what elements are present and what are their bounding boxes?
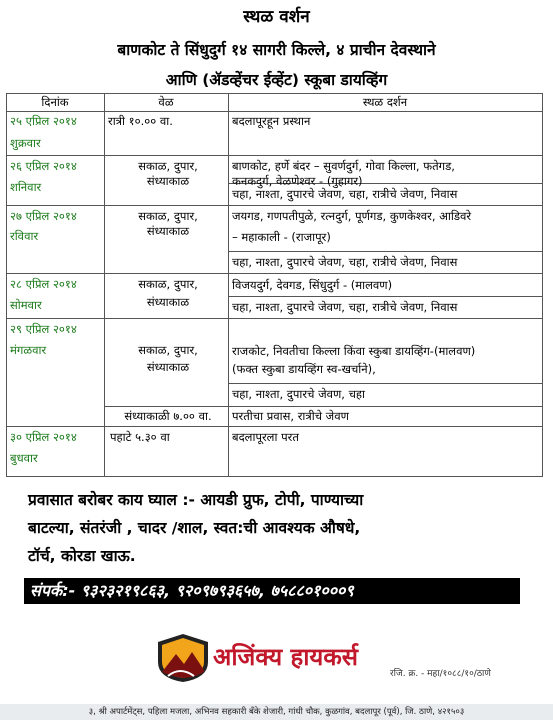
- row5-places-2: (फक्त स्कुबा डायव्हिंग स्व-खर्चाने),: [232, 362, 376, 376]
- header-time: वेळ: [158, 95, 174, 109]
- row3-time-2: संध्याकाळ: [146, 224, 190, 238]
- row2-places-1: बाणकोट, हर्णे बंदर – सुवर्णदुर्ग, गोवा किल्ला, फतेगड,: [232, 159, 455, 173]
- row6-time: पहाटे ५.३० वा: [110, 430, 170, 444]
- row3-places-2: – महाकाली - (राजापूर): [232, 230, 331, 244]
- row2-time-2: संध्याकाळ: [146, 174, 190, 188]
- row5-date: २९ एप्रिल २०१४: [10, 322, 77, 336]
- footer-address: ३, श्री अपार्टमेंट्स, पहिला मजला, अभिनव सहकारी बँके शेजारी, गांधी चौक, कुळगांव, बदलापूर (पूर्व), जि. ठाणे, ४२१५०३: [0, 704, 553, 720]
- row5-time-2: संध्याकाळ: [146, 360, 190, 374]
- row2-date: २६ एप्रिल २०१४: [10, 159, 77, 173]
- row4-time-2: संध्याकाळ: [146, 295, 190, 309]
- row2-meals: चहा, नाश्ता, दुपारचे जेवण, चहा, रात्रीचे जेवण, निवास: [232, 187, 458, 201]
- packing-list-line-3: टॉर्च, कोरडा खाऊ.: [28, 547, 136, 565]
- row1-day: शुक्रवार: [10, 136, 41, 150]
- row4-places: विजयदुर्ग, देवगड, सिंधुदुर्ग - (मालवण): [232, 278, 393, 292]
- logo-name: अजिंक्य हायकर्स: [213, 643, 359, 671]
- row5-day: मंगळवार: [10, 343, 47, 357]
- row6-places: बदलापूरला परत: [232, 430, 299, 444]
- row5-extra-time: संध्याकाळी ७.०० वा.: [124, 409, 212, 423]
- row4-time-1: सकाळ, दुपार,: [138, 277, 198, 291]
- row2-day: शनिवार: [10, 180, 42, 194]
- mountain-shield-icon: [154, 632, 212, 684]
- row2-places-2: कनकदुर्ग, वेळणेश्वर - (गुहागर): [232, 174, 363, 188]
- row1-time: रात्री १०.०० वा.: [108, 114, 173, 128]
- itinerary-table: [6, 93, 543, 477]
- header-places: स्थळ दर्शन: [362, 95, 408, 109]
- row3-date: २७ एप्रिल २०१४: [10, 209, 77, 223]
- row3-time-1: सकाळ, दुपार,: [138, 209, 198, 223]
- row3-meals: चहा, नाश्ता, दुपारचे जेवण, चहा, रात्रीचे जेवण, निवास: [232, 255, 458, 269]
- row5-meals: चहा, नाश्ता, दुपारचे जेवण, चहा: [232, 387, 366, 401]
- subtitle-line-2: आणि (ॲडव्हेंचर ईव्हेंट) स्कूबा डायव्हिंग: [165, 71, 388, 89]
- row2-time-1: सकाळ, दुपार,: [138, 159, 198, 173]
- contact-bar: संपर्क:- ९३२३२१९८६३, ९२०९७९३६५७, ७५८८०१०००९: [24, 578, 520, 604]
- row6-date: ३० एप्रिल २०१४: [10, 430, 77, 444]
- row3-places-1: जयगड, गणपतीपुळे, रत्नदुर्ग, पूर्णगड, कुणकेश्वर, आडिवरे: [232, 209, 472, 223]
- subtitle-line-1: बाणकोट ते सिंधुदुर्ग १४ सागरी किल्ले, ४ प्राचीन देवस्थाने: [117, 41, 436, 59]
- packing-list-line-2: बाटल्या, संतरंजी , चादर /शाल, स्वत:ची आवश्यक औषधे,: [28, 519, 361, 537]
- row4-day: सोमवार: [10, 298, 42, 312]
- row5-places-1: राजकोट, निवतीचा किल्ला किंवा स्कुबा डायव्हिंग-(मालवण): [232, 344, 476, 358]
- registration-number: रजि. क्र. - महा/१०८८/१०/ठाणे: [390, 669, 491, 679]
- row1-places: बदलापूरहून प्रस्थान: [232, 114, 311, 128]
- packing-list-line-1: प्रवासात बरोबर काय घ्याल :- आयडी प्रुफ, टोपी, पाण्याच्या: [28, 491, 364, 509]
- row5-time-1: सकाळ, दुपार,: [138, 343, 198, 357]
- row3-day: रविवार: [10, 229, 39, 243]
- row4-date: २८ एप्रिल २०१४: [10, 277, 77, 291]
- row6-day: बुधवार: [10, 451, 38, 465]
- page-title: स्थळ वर्शन: [243, 7, 310, 27]
- row1-date: २५ एप्रिल २०१४: [10, 114, 77, 128]
- row4-meals: चहा, नाश्ता, दुपारचे जेवण, चहा, रात्रीचे जेवण, निवास: [232, 300, 458, 314]
- row5-extra-places: परतीचा प्रवास, रात्रीचे जेवण: [232, 409, 349, 423]
- header-date: दिनांक: [41, 95, 69, 109]
